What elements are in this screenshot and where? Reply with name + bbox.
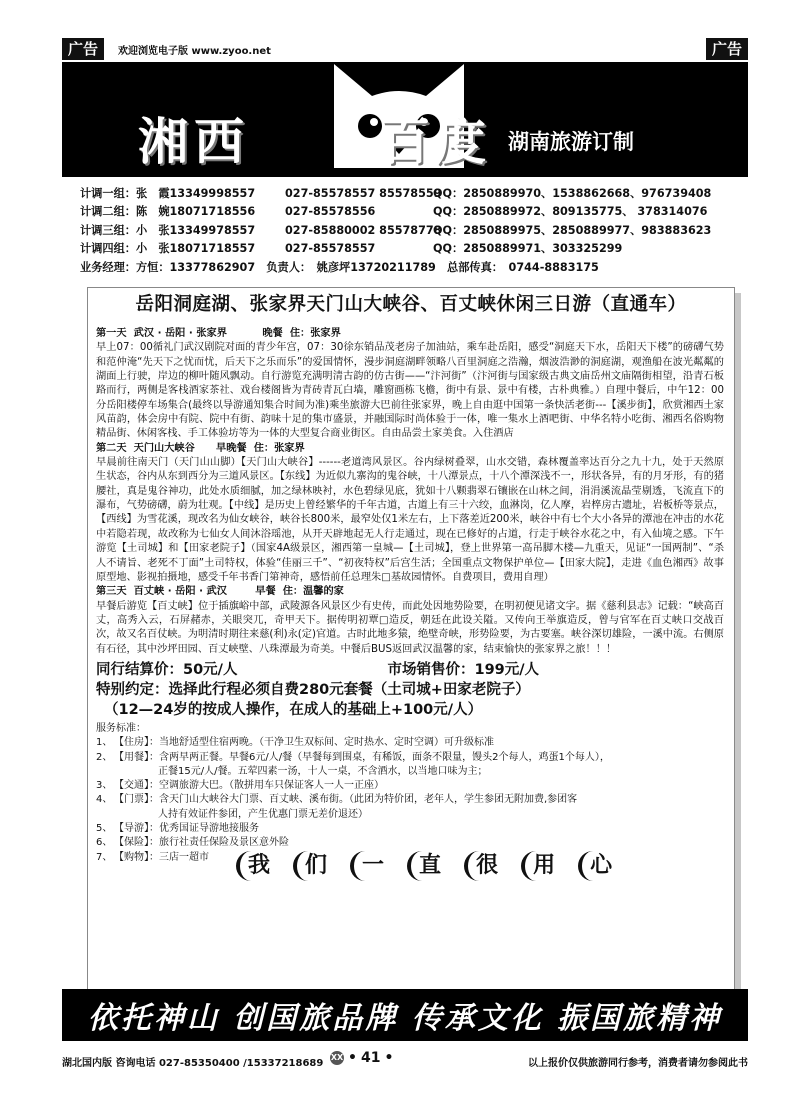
standard-num: 6、: [96, 837, 113, 849]
page-number: 41: [360, 1050, 381, 1066]
contact-group: 计调四组：小 张18071718557: [80, 242, 256, 256]
logo-text-xiangxi: 湘西: [138, 112, 250, 171]
standard-text: 【保险】：旅行社责任保险及景区意外险: [114, 837, 289, 849]
brand-banner: [62, 62, 748, 177]
standard-item: [96, 779, 724, 793]
special-note: 特别约定：选择此行程必须自费280元套餐（土司城+田家老院子）: [96, 681, 530, 698]
ad-label-left: 广告: [62, 38, 104, 60]
standard-num: 3、: [96, 780, 113, 792]
contact-tel: 027-85578557: [285, 242, 376, 256]
top-bar: [62, 38, 748, 60]
slogan-row: [236, 851, 624, 881]
contact-qq: QQ：2850889971、303325299: [433, 242, 623, 256]
standard-item: [96, 751, 724, 765]
tour-title: 岳阳洞庭湖、张家界天门山大峡谷、百丈峡休闲三日游（直通车）: [135, 294, 687, 315]
standard-text: 【住房】：当地舒适型住宿两晚。（干净卫生双标间、定时热水、定时空调）可升级标准: [114, 737, 494, 749]
service-standards: [96, 722, 724, 865]
standard-item: [96, 808, 724, 822]
contact-group: 计调一组：张 霞13349998557: [80, 187, 256, 200]
page-number-group: [330, 1050, 393, 1066]
contact-qq: QQ：2850889972、809135775、 378314076: [433, 205, 708, 219]
standard-num: 2、: [96, 751, 113, 763]
contact-row: [80, 240, 748, 258]
slogan-char: 我: [236, 851, 282, 881]
standard-text: 人持有效证件参团，产生优惠门票无差价退还）: [158, 808, 368, 820]
standard-text: 【门票】：含天门山大峡谷大门票、百丈峡、溪布街。（此团为特价团，老年人，学生参团无附加费,参团客: [114, 794, 578, 806]
slogan-char: 心: [578, 851, 624, 881]
standard-text: 【购物】：三店一超市: [114, 851, 209, 863]
contact-group: 计调三组：小 张13349978557: [80, 223, 256, 237]
contact-tel: 027-85578556: [285, 205, 376, 219]
standard-num: 5、: [96, 822, 113, 834]
footer-motto: 依托神山 创国旅品牌 传承文化 振国旅精神: [87, 1001, 723, 1036]
peer-price: 同行结算价：50元/人: [96, 661, 238, 678]
logo-text-baidu: 百度: [380, 112, 492, 171]
manager-info: 业务经理：方恒：13377862907 负责人： 姚彦坪13720211789 总部传真： 0744-8883175: [80, 260, 599, 274]
day1-description: 早上07：00循礼门武汉剧院对面的青少年宫，07：30徐东销品茂老房子加油站，乘车赴岳阳，感受“洞庭天下水，岳阳天下楼”的磅礴气势和范仲淹“先天下之忧而忧，后天下之乐而乐”的爱国情怀，漫步洞庭湖畔领略八百里洞庭之浩瀚，烟波浩渺的洞庭湖，观渔船在波光粼粼的湖面上行驶，岸边的柳叶随风飘动。自行游览充满明清古韵的仿古街——“汴河街”（汴河街与国家级古典文庙岳州文庙隔街相望，沿青石板路而行，两侧是客栈酒家茶社、戏台楼阁皆为青砖青瓦白墙，雕窗画栋飞檐，街中有景、景中有楼，古朴典雅。）自理中餐后，中午12：00分岳阳楼停车场集合(最终以导游通知集合时间为准)乘坐旅游大巴前往张家界，晚上自由逛中国第一条快活老街---【溪步街】，欣赏湘西土家风苗韵，体会房中有院、院中有街、韵味十足的集市盛景，并融国际时尚体验于一体，唯一集水上酒吧街、中华名特小吃街、湘西名俗购物精品街、休闲客栈、手工体验坊等为一体的大型复合商业街区。自由品尝土家美食。入住酒店: [96, 342, 724, 440]
publisher-badge-icon: XX: [330, 1051, 344, 1065]
day2-description: 早晨前往南天门（天门山山脚）【天门山大峡谷】------老道湾风景区。谷内绿树叠翠，山水交错，森林覆盖率达百分之九十九，处于天然原生状态，谷内从东到西分为三道风景区。【东线】为近似九寨沟的鬼谷峡，十八潭景点，十八个潭深浅不一，形状各异，有的月牙形，有的猪腰社，真是鬼谷神功，此处水质细腻，加之绿林映衬，水色碧绿见底，犹如十八颗翡翠石镶嵌在山林之间，涓涓溪流晶莹剔透，飞流直下的瀑布，气势磅礴，蔚为壮观。【中线】是历史上曾经繁华的千年古道，古道上有三十六绞，血淋岗，亿人摩，岩椊房古遗址，岩板桥等景点，【西线】为雪花溪，现改名为仙女峡谷，峡谷长800米，最窄处仅1米左右，上下落差近200米，峡谷中有七个大小各异的潭池在冲击的水花中若隐若现，故改称为七仙女人间沐浴瑶池，从开天辟地起无人行走通过，现在已修好的占道，行走于峡谷水花之中，有入仙境之感。下午游览【土司城】和【田家老院子】（国家4A级景区，湘西第一皇城—【土司城】，登上世界第一高吊脚木楼—九重天，见证“一国两制”、“杀人不请旨、老死不丁面”土司特权，体验“佳丽三千”、“初夜特权”后宫生活；全国重点文物保护单位—【田家大院】，走进《血色湘西》故事原型地、影视拍摄地，感受千年书香门第神奇，感悟前任总理朱□基故园情怀。自费项目，费用自理）: [96, 457, 724, 583]
standard-item: [96, 822, 724, 836]
standard-item: [96, 793, 724, 807]
standard-item: [96, 765, 724, 779]
contact-qq: QQ：2850889975、2850889977、983883623: [433, 223, 712, 237]
standard-text: 【导游】：优秀国证导游地接服务: [114, 822, 259, 834]
standard-text: 正餐15元/人/餐。五荤四素一汤，十人一桌，不含酒水，以当地口味为主；: [158, 765, 488, 777]
contact-group: 计调二组：陈 婉18071718556: [80, 205, 256, 219]
contact-row: [80, 203, 748, 221]
banner-tagline: 湖南旅游订制: [508, 129, 634, 154]
bullet-icon: •: [384, 1050, 394, 1066]
contact-list: [80, 185, 748, 277]
slogan-char: 一: [350, 851, 396, 881]
age-note: （12—24岁的按成人操作，在成人的基础上+100元/人）: [104, 701, 483, 718]
day2-heading: 第二天 天门山大峡谷 早晚餐 住：张家界: [96, 442, 305, 454]
footer-disclaimer: 以上报价仅供旅游同行参考，消费者请勿参阅此书: [528, 1058, 748, 1069]
standards-title: 服务标准：: [96, 722, 146, 734]
contact-row: [80, 185, 748, 203]
slogan-char: 很: [464, 851, 510, 881]
standard-text: 【用餐】：含两早两正餐。早餐6元/人/餐（早餐每到围桌，有稀饭，面条不限量，馒头2个每人，鸡蛋1个每人），: [114, 751, 610, 763]
contact-tel: 027-85880002 85578778: [285, 223, 442, 237]
contact-tel: 027-85578557 85578559: [285, 187, 442, 200]
market-price: 市场销售价：199元/人: [387, 661, 540, 678]
bullet-icon: •: [348, 1050, 357, 1066]
slogan-char: 用: [521, 851, 567, 881]
slogan-char: 们: [293, 851, 339, 881]
itinerary: [96, 327, 724, 865]
welcome-text[interactable]: 欢迎浏览电子版 www.zyoo.net: [118, 46, 271, 57]
contact-qq: QQ：2850889970、1538862668、976739408: [433, 187, 712, 200]
page-footer: [62, 1050, 748, 1070]
footer-band: [62, 989, 748, 1041]
footer-contact: 湖北国内版 咨询电话 027-85350400 /15337218689: [62, 1058, 324, 1069]
slogan-char: 直: [407, 851, 453, 881]
contact-row: [80, 222, 748, 240]
standard-item: [96, 836, 724, 850]
standard-text: 【交通】：空调旅游大巴。（散拼用车只保证客人一人一正座）: [114, 780, 384, 792]
standard-item: [96, 736, 724, 750]
day1-heading: 第一天 武汉 · 岳阳 · 张家界 晚餐 住：张家界: [96, 328, 341, 339]
standard-num: 1、: [96, 737, 113, 749]
day3-description: 早餐后游览【百丈峡】位于插旗峪中部，武陵源各风景区少有史传，而此处因地势险要，在明初便见诸文字。据《慈利县志》记载：“峡高百丈，高秀入云，石屏赭赤，关眼突兀，奇甲天下。据传明初覃□造反，朝廷在此设关隘。又传向王举旗造反，曾与官军在百丈峡口交战百次，故又名百仗峡。为明清时期往来慈(利)永(定)官道。古时此地多猿，绝壁奇峡，形势险要，为古要塞。峡谷深切雄险，一溪中流。右侧原有石径，其中沙坪田园、百丈峡壁、八珠潭最为奇美。中餐后BUS返回武汉温馨的家，结束愉快的张家界之旅！！！: [96, 600, 724, 655]
manager-row: [80, 259, 748, 277]
day3-heading: 第三天 百丈峡 · 岳阳 · 武汉 早餐 住：温馨的家: [96, 586, 344, 598]
price-row: [96, 660, 724, 680]
standard-num: 7、: [96, 851, 113, 863]
standard-num: 4、: [96, 794, 113, 806]
ad-label-right: 广告: [706, 38, 748, 60]
